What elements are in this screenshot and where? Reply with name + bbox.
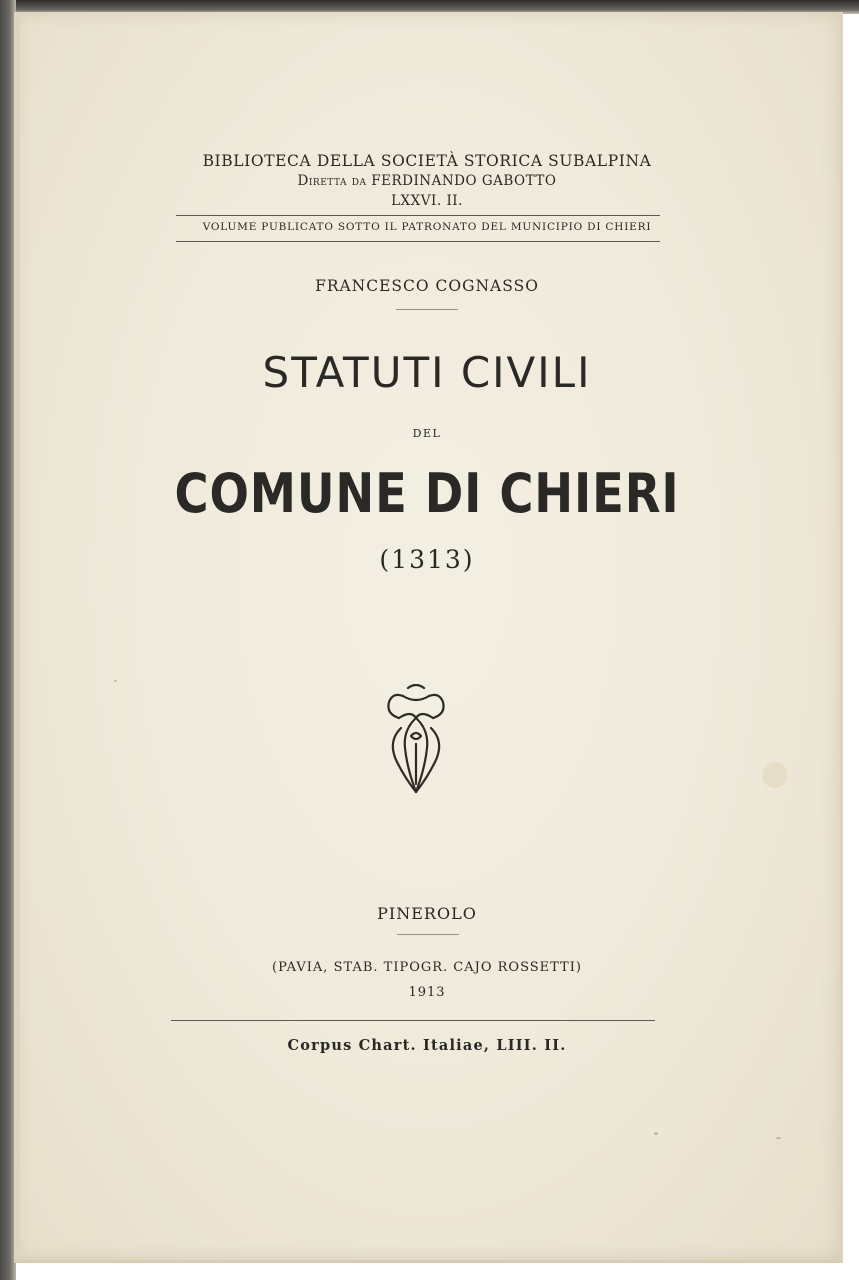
author-name: FRANCESCO COGNASSO — [315, 277, 539, 295]
art-nouveau-ornament-icon — [381, 684, 451, 796]
author-underline — [396, 309, 458, 310]
paper-speck — [114, 680, 117, 682]
divider-top — [176, 215, 660, 216]
publication-place: PINEROLO — [377, 904, 477, 923]
book-cover — [14, 12, 843, 1263]
title-year: (1313) — [379, 545, 475, 574]
divider-bottom — [176, 241, 660, 242]
corpus-divider — [171, 1020, 655, 1021]
corpus-line: Corpus Chart. Italiae, LIII. II. — [287, 1037, 567, 1054]
printer-line: (PAVIA, STAB. TIPOGR. CAJO ROSSETTI) — [272, 960, 582, 975]
paper-speck — [762, 762, 788, 788]
title-line-1: STATUTI CIVILI — [262, 348, 592, 397]
paper-speck — [776, 1137, 781, 1139]
cover-edge — [14, 12, 20, 1260]
title-line-2: COMUNE DI CHIERI — [174, 462, 680, 525]
series-number: LXXVI. II. — [391, 193, 463, 209]
title-connector: DEL — [412, 427, 442, 440]
paper-speck — [654, 1132, 658, 1135]
place-underline — [397, 934, 459, 935]
patronage-line: VOLUME PUBLICATO SOTTO IL PATRONATO DEL MUNICIPIO DI CHIERI — [202, 221, 652, 233]
series-editor: Diretta da FERDINANDO GABOTTO — [297, 173, 557, 189]
series-title: BIBLIOTECA DELLA SOCIETÀ STORICA SUBALPINA — [202, 152, 652, 170]
publication-year: 1913 — [408, 985, 446, 1000]
